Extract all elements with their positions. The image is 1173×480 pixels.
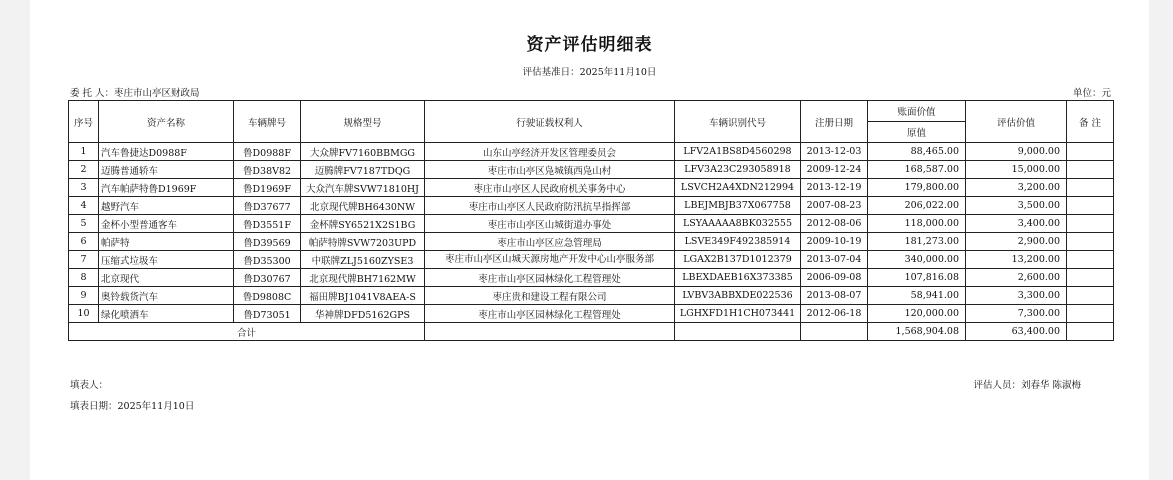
row-appraised: 15,000.00: [966, 161, 1067, 179]
row-model: 金杯牌SY6521X2S1BG: [301, 215, 425, 233]
row-reg-date: 2009-12-24: [801, 161, 868, 179]
row-original: 179,800.00: [868, 179, 966, 197]
row-reg-date: 2013-08-07: [801, 287, 868, 305]
total-blank-vin: [675, 323, 801, 341]
row-vin: LFV3A23C293058918: [675, 161, 801, 179]
row-vin: LSVE349F492385914: [675, 233, 801, 251]
row-seq: 6: [69, 233, 99, 251]
row-plate: 鲁D35300: [234, 251, 301, 269]
fill-date-label: 填表日期：2025年11月10日: [70, 401, 195, 412]
table-row: [69, 269, 1114, 287]
unit-label: 单位：元: [1072, 88, 1111, 99]
row-remark: [1067, 305, 1114, 323]
table-row: [69, 251, 1114, 269]
row-seq: 4: [69, 197, 99, 215]
total-blank-date: [801, 323, 868, 341]
row-vin: LBEJMBJB37X067758: [675, 197, 801, 215]
row-original: 58,941.00: [868, 287, 966, 305]
row-remark: [1067, 233, 1114, 251]
row-original: 107,816.08: [868, 269, 966, 287]
row-appraised: 2,900.00: [966, 233, 1067, 251]
header-book-value: 账面价值: [868, 101, 966, 122]
row-remark: [1067, 251, 1114, 269]
row-reg-date: 2006-09-08: [801, 269, 868, 287]
table-row: [69, 179, 1114, 197]
row-model: 大众牌FV7160BBMGG: [301, 143, 425, 161]
valuation-date: 评估基准日：2025年11月10日: [522, 67, 657, 78]
header-original: 原值: [868, 122, 966, 143]
row-vin: LGAX2B137D1012379: [675, 251, 801, 269]
header-seq: 序号: [69, 101, 99, 143]
row-plate: 鲁D73051: [234, 305, 301, 323]
total-appraised: 63,400.00: [966, 323, 1067, 341]
row-original: 206,022.00: [868, 197, 966, 215]
row-name: 绿化喷洒车: [99, 305, 234, 323]
row-owner: 枣庄市山亭区山城天源房地产开发中心山亭服务部: [425, 251, 675, 269]
row-seq: 9: [69, 287, 99, 305]
appraisers-label: 评估人员：刘春华 陈淑梅: [973, 380, 1081, 391]
header-plate: 车辆牌号: [234, 101, 301, 143]
row-plate: 鲁D30767: [234, 269, 301, 287]
header-row: [69, 101, 1114, 122]
table-row: [69, 233, 1114, 251]
row-remark: [1067, 179, 1114, 197]
row-remark: [1067, 215, 1114, 233]
row-remark: [1067, 143, 1114, 161]
row-original: 340,000.00: [868, 251, 966, 269]
row-reg-date: 2013-12-19: [801, 179, 868, 197]
row-plate: 鲁D0988F: [234, 143, 301, 161]
row-owner: 枣庄市山亭区应急管理局: [425, 233, 675, 251]
row-remark: [1067, 269, 1114, 287]
row-reg-date: 2009-10-19: [801, 233, 868, 251]
row-seq: 2: [69, 161, 99, 179]
row-model: 北京现代牌BH7162MW: [301, 269, 425, 287]
row-name: 迈腾普通轿车: [99, 161, 234, 179]
row-plate: 鲁D9808C: [234, 287, 301, 305]
page-title: 资产评估明细表: [526, 35, 653, 55]
client-label: 委 托 人：枣庄市山亭区财政局: [70, 88, 200, 99]
table-row: [69, 197, 1114, 215]
row-name: 奥铃载货汽车: [99, 287, 234, 305]
row-original: 88,465.00: [868, 143, 966, 161]
row-vin: LVBV3ABBXDE022536: [675, 287, 801, 305]
row-model: 大众汽车牌SVW71810HJ: [301, 179, 425, 197]
row-appraised: 3,300.00: [966, 287, 1067, 305]
row-remark: [1067, 197, 1114, 215]
row-owner: 山东山亭经济开发区管理委员会: [425, 143, 675, 161]
header-remark: 备 注: [1067, 101, 1114, 143]
row-name: 北京现代: [99, 269, 234, 287]
row-model: 福田牌BJ1041V8AEA-S: [301, 287, 425, 305]
table-row: [69, 143, 1114, 161]
document-page: [30, 0, 1149, 480]
row-seq: 1: [69, 143, 99, 161]
table-row: [69, 215, 1114, 233]
row-reg-date: 2012-06-18: [801, 305, 868, 323]
row-original: 181,273.00: [868, 233, 966, 251]
row-plate: 鲁D3551F: [234, 215, 301, 233]
table-row: [69, 161, 1114, 179]
row-model: 中联牌ZLJ5160ZYSE3: [301, 251, 425, 269]
row-vin: LSYAAAAA8BK032555: [675, 215, 801, 233]
row-plate: 鲁D1969F: [234, 179, 301, 197]
total-label: 合计: [69, 323, 425, 341]
row-appraised: 9,000.00: [966, 143, 1067, 161]
row-owner: 枣庄市山亭区山城街道办事处: [425, 215, 675, 233]
row-reg-date: 2013-07-04: [801, 251, 868, 269]
row-name: 越野汽车: [99, 197, 234, 215]
total-blank-remark: [1067, 323, 1114, 341]
row-name: 汽车帕萨特鲁D1969F: [99, 179, 234, 197]
header-name: 资产名称: [99, 101, 234, 143]
row-model: 北京现代牌BH6430NW: [301, 197, 425, 215]
header-appraised: 评估价值: [966, 101, 1067, 143]
total-original: 1,568,904.08: [868, 323, 966, 341]
row-appraised: 3,200.00: [966, 179, 1067, 197]
row-original: 120,000.00: [868, 305, 966, 323]
row-reg-date: 2012-08-06: [801, 215, 868, 233]
row-plate: 鲁D38V82: [234, 161, 301, 179]
row-model: 帕萨特牌SVW7203UPD: [301, 233, 425, 251]
row-seq: 3: [69, 179, 99, 197]
row-vin: LSVCH2A4XDN212994: [675, 179, 801, 197]
row-appraised: 2,600.00: [966, 269, 1067, 287]
row-remark: [1067, 287, 1114, 305]
row-reg-date: 2007-08-23: [801, 197, 868, 215]
row-name: 金杯小型普通客车: [99, 215, 234, 233]
row-appraised: 13,200.00: [966, 251, 1067, 269]
table-row: [69, 287, 1114, 305]
row-plate: 鲁D39569: [234, 233, 301, 251]
row-owner: 枣庄市山亭区人民政府防汛抗旱指挥部: [425, 197, 675, 215]
asset-table: [68, 100, 1114, 341]
row-owner: 枣庄市山亭区凫城镇西凫山村: [425, 161, 675, 179]
row-original: 168,587.00: [868, 161, 966, 179]
row-appraised: 3,500.00: [966, 197, 1067, 215]
row-appraised: 7,300.00: [966, 305, 1067, 323]
row-seq: 7: [69, 251, 99, 269]
header-reg-date: 注册日期: [801, 101, 868, 143]
row-appraised: 3,400.00: [966, 215, 1067, 233]
row-owner: 枣庄市山亭区园林绿化工程管理处: [425, 305, 675, 323]
header-owner: 行驶证载权利人: [425, 101, 675, 143]
row-seq: 10: [69, 305, 99, 323]
row-plate: 鲁D37677: [234, 197, 301, 215]
row-original: 118,000.00: [868, 215, 966, 233]
row-vin: LGHXFD1H1CH073441: [675, 305, 801, 323]
total-row: [69, 323, 1114, 341]
row-seq: 8: [69, 269, 99, 287]
row-remark: [1067, 161, 1114, 179]
row-reg-date: 2013-12-03: [801, 143, 868, 161]
row-owner: 枣庄市山亭区园林绿化工程管理处: [425, 269, 675, 287]
row-name: 汽车鲁捷达D0988F: [99, 143, 234, 161]
row-seq: 5: [69, 215, 99, 233]
header-vin: 车辆识别代号: [675, 101, 801, 143]
row-name: 帕萨特: [99, 233, 234, 251]
row-vin: LBEXDAEB16X373385: [675, 269, 801, 287]
row-vin: LFV2A1BS8D4560298: [675, 143, 801, 161]
row-owner: 枣庄市山亭区人民政府机关事务中心: [425, 179, 675, 197]
header-model: 规格型号: [301, 101, 425, 143]
total-blank-owner: [425, 323, 675, 341]
row-model: 华神牌DFD5162GPS: [301, 305, 425, 323]
row-owner: 枣庄贵和建设工程有限公司: [425, 287, 675, 305]
row-name: 压缩式垃圾车: [99, 251, 234, 269]
filler-label: 填表人：: [70, 380, 109, 391]
table-row: [69, 305, 1114, 323]
row-model: 迈腾牌FV7187TDQG: [301, 161, 425, 179]
